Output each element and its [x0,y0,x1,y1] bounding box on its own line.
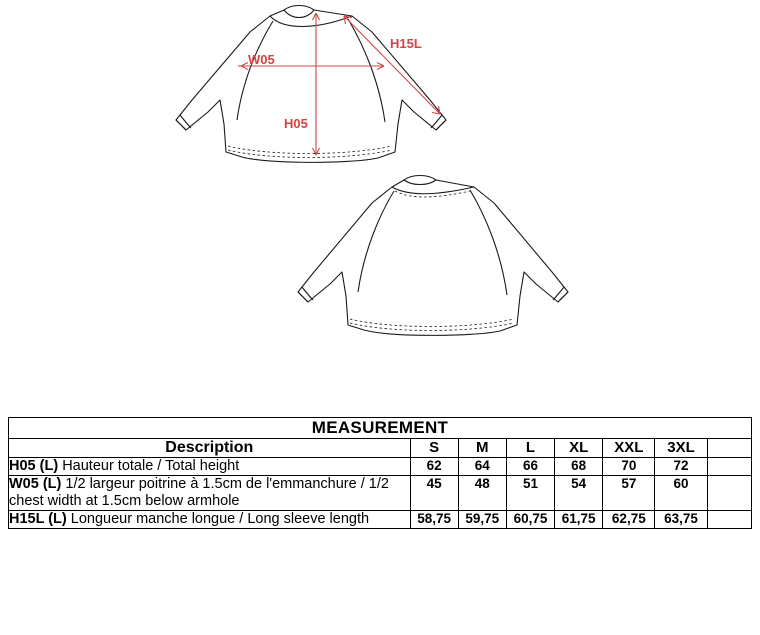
row-value-xl: 54 [555,476,603,511]
row-value-l: 51 [506,476,554,511]
row-value-3xl: 63,75 [655,511,707,529]
size-header-xxl: XXL [603,439,655,458]
row-value-xl: 61,75 [555,511,603,529]
row-value-s: 45 [410,476,458,511]
row-description-text: Longueur manche longue / Long sleeve length [70,511,370,528]
table-row [9,511,752,529]
dimension-lines [238,13,440,155]
row-description-text: 1/2 largeur poitrine à 1.5cm de l'emmanchure / 1/2 chest width at 1.5cm below armhole [9,476,389,510]
row-spacer-cell [707,511,751,529]
row-code: W05 (L) [9,476,62,493]
table-row [9,458,752,476]
table-title-row [9,418,752,439]
size-header-3xl: 3XL [655,439,707,458]
h15l-label: H15L [390,36,422,51]
size-header-s: S [410,439,458,458]
w05-label: W05 [248,52,275,67]
table-header-row [9,439,752,458]
row-value-s: 62 [410,458,458,476]
row-description [9,458,411,476]
row-description-text: Hauteur totale / Total height [62,458,240,474]
row-value-m: 59,75 [458,511,506,529]
size-header-m: M [458,439,506,458]
row-value-m: 48 [458,476,506,511]
row-value-3xl: 60 [655,476,707,511]
back-view-garment [298,176,568,336]
measurement-table [8,417,752,529]
table-row [9,476,752,511]
row-value-l: 60,75 [506,511,554,529]
description-header: Description [9,439,411,458]
h05-label: H05 [284,116,308,131]
row-value-xxl: 62,75 [603,511,655,529]
row-value-xl: 68 [555,458,603,476]
row-spacer-cell [707,458,751,476]
row-value-m: 64 [458,458,506,476]
size-header-xl: XL [555,439,603,458]
row-code: H15L (L) [9,511,67,528]
measurement-table-container [8,417,752,529]
row-value-xxl: 57 [603,476,655,511]
row-description [9,476,411,511]
row-value-xxl: 70 [603,458,655,476]
table-title: MEASUREMENT [9,418,752,439]
row-value-3xl: 72 [655,458,707,476]
front-view-garment [176,6,446,163]
header-spacer-cell [707,439,751,458]
row-code: H05 (L) [9,458,59,474]
size-header-l: L [506,439,554,458]
row-value-s: 58,75 [410,511,458,529]
row-spacer-cell [707,476,751,511]
row-value-l: 66 [506,458,554,476]
row-description [9,511,411,529]
